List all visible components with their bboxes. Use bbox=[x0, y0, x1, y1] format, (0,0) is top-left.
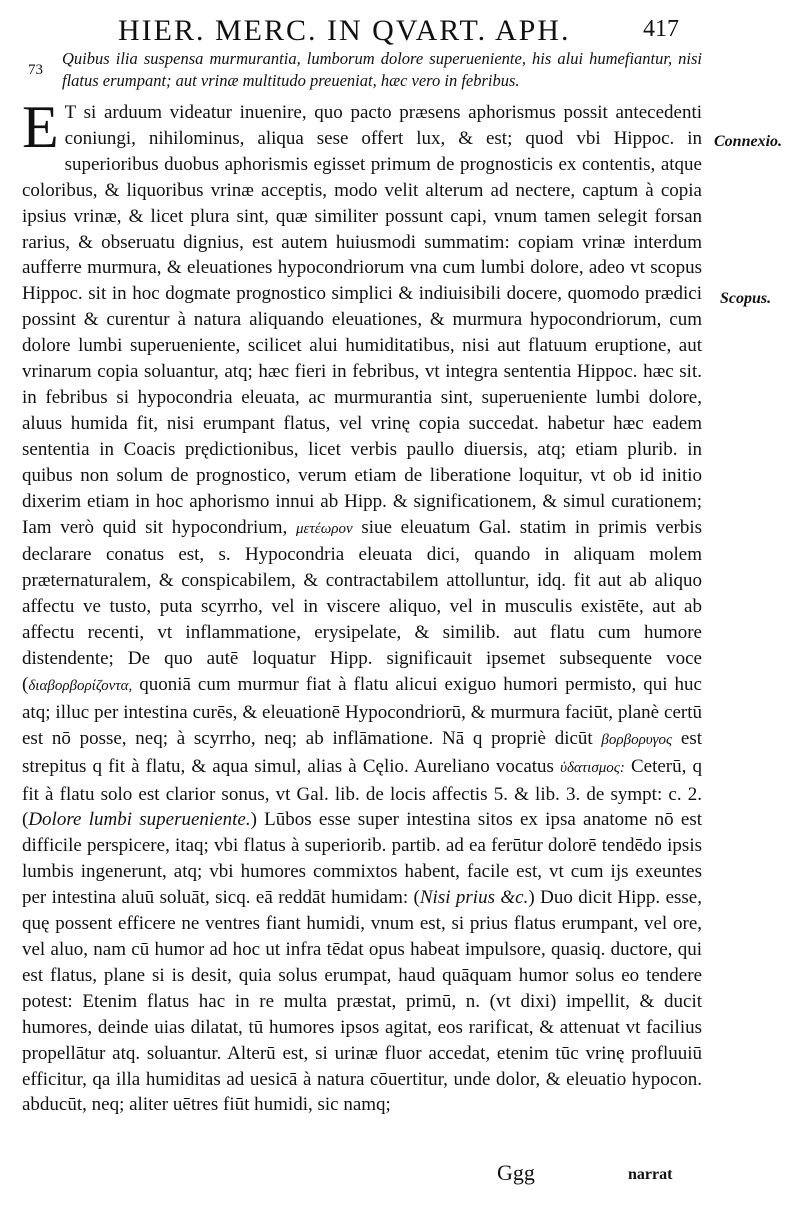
lemma-quote-2: Nisi prius &c. bbox=[419, 887, 529, 909]
commentary-text-3: quoniā cum murmur fiat à flatu alicui exiguo humori permisto, qui huc atq; illuc per intestina curēs, & eleuationē Hypocondriorū, & murmura faciūt, planè certū est nō posse, neq; à scyrrho, neq; ab inflāmatione. Nā q propriè dicūt bbox=[22, 673, 702, 749]
running-head: HIER. MERC. IN QVART. APH. bbox=[118, 14, 571, 47]
margin-note-connexio: Connexio. bbox=[714, 133, 783, 150]
commentary-text-2: siue eleuatum Gal. statim in primis verbis declarare conatus est, s. Hypocondria eleuata dici, quando in aliquam molem præternaturalem, & conspicabilem, & contractabilem attolluntur, idq. fit aut ab aliquo affectu ve tusto, puta scyrrho, vel in viscere aliquo, vel in musculis existēte, aut ab affectu recenti, vt inflammatione, erysipelate, & similib. aut flatu cum humore distendente; De quo autē loquatur Hipp. significauit ipsemet subsequente voce ( bbox=[22, 516, 703, 695]
commentary-text-1: T si arduum videatur inuenire, quo pacto præsens aphorismus possit antecedenti coniungi, nihilominus, aliqua sese offert lux, & est; quod vbi Hippoc. in superioribus duobus aphorismis egisset primum de prognosticis ex contentis, atque coloribus, & liquoribus vrinæ acceptis, modo velit alterum ad nectere, captum à copia ipsius vrinæ, & licet plura sint, quæ similiter possunt capi, vnum tamen selegit forsan rarius, & obseruatu dignius, est autem huiusmodi summatim: copiam vrinæ interdum aufferre murmura, & eleuationes hypocondriorum vna cum lumbi dolore, adeo vt scopus Hippoc. sit in hoc dogmate prognostico simplici & indiuisibili docere, quomodo prædici possint & curentur à natura aliquando eleuationes, & murmura hypocondriorum, cum dolore lumbi superueniente, scilicet alui humiditatibus, nisi aut flatuum eruptione, aut vrinarum copia soluantur, atq; hæc fieri in febribus, vt integra sententia Hippoc. hæc sit. in febribus si hypocondria eleuata, ac murmurantia sint, superueniente lumbi dolore, aluus humida fit, nisi erumpant flatus, vel vrinę copia succedat. habetur hæc eadem sententia in Coacis prędictionibus, licet verbis paullo diuersis, atq; etiam plurib. in quibus non solum de prognostico, verum etiam de liberatione loquitur, vt ob id initio dixerim etiam in hoc aphorismo innui ab Hipp. & significationem, & simul curationem; Iam verò quid sit hypocondrium, bbox=[22, 102, 702, 538]
greek-term-hydatismos: ὑδατισμος: bbox=[560, 759, 625, 776]
commentary-text-6: ) Lūbos esse super intestina sitos ex ipsa anatome nō est difficile perspicere, itaq; vbi flatus à superiorib. partib. ad ea ferūtur dolorē tendēdo ipsis lumbis ingenerunt, atq; vbi humores commixtos habent, facile est, vt cum ijs exeuntes per intestina aluū soluāt, sicq. eā reddāt humidam: ( bbox=[22, 809, 703, 909]
signature-mark: Ggg bbox=[497, 1160, 535, 1185]
lemma-quote-1: Dolore lumbi superueniente. bbox=[28, 809, 251, 831]
drop-cap: E bbox=[22, 94, 59, 160]
aphorism-text: Quibus ilia suspensa murmurantia, lumborum dolore superueniente, his alui humefiantur, nisi flatus erumpant; aut vrinæ multitudo preueniat, hæc vero in febribus. bbox=[62, 49, 702, 90]
commentary-text-5: Ceterū, q fit à flatu solo est clarior sonus, vt Gal. lib. de locis affectis 5. & lib. 3. de sympt: c. 2. ( bbox=[22, 755, 702, 831]
commentary-body bbox=[22, 94, 703, 1118]
margin-note-scopus: Scopus. bbox=[720, 290, 772, 307]
greek-term-diaborborizonta: διαβορβορίζοντα, bbox=[28, 677, 133, 694]
page-number: 417 bbox=[643, 16, 679, 42]
greek-term-borborygos: βορβορυγος bbox=[601, 731, 673, 748]
aphorism-number: 73 bbox=[28, 62, 43, 78]
commentary-text-4: est strepitus q fit à flatu, & aqua simul, alias à Cęlio. Aureliano vocatus bbox=[22, 727, 702, 777]
catchword: narrat bbox=[628, 1166, 673, 1183]
greek-term-meteoron: μετέωρον bbox=[295, 520, 353, 537]
commentary-text-7: ) Duo dicit Hipp. esse, quę possent efficere ne ventres fiant humidi, vnum est, si prius flatus erumpant, vel ore, vel aluo, nam cū humor ad hoc ut infra tēdat opus habeat impulsore, quasiq. ductore, qui est flatus, plane si is desit, quia solus erumpat, haud quāquam humor solus eo tendere potest: Etenim flatus hac in re multa præstat, primū, n. (vt dixi) impellit, & ducit humores, deinde uias dilatat, tū humores ipsos agitat, eos rarificat, & attenuat vt facilius propellātur atq. soluantur. Alterū est, si urinæ fluor accedat, etenim tūc vrinę profluuiū efficitur, qa illa humiditas ad uesicā à natura cōuertitur, unde dolor, & eleuatio hypocon. abducūt, neq; aliter uētres fiūt humidi, sic namq; bbox=[22, 887, 702, 1116]
